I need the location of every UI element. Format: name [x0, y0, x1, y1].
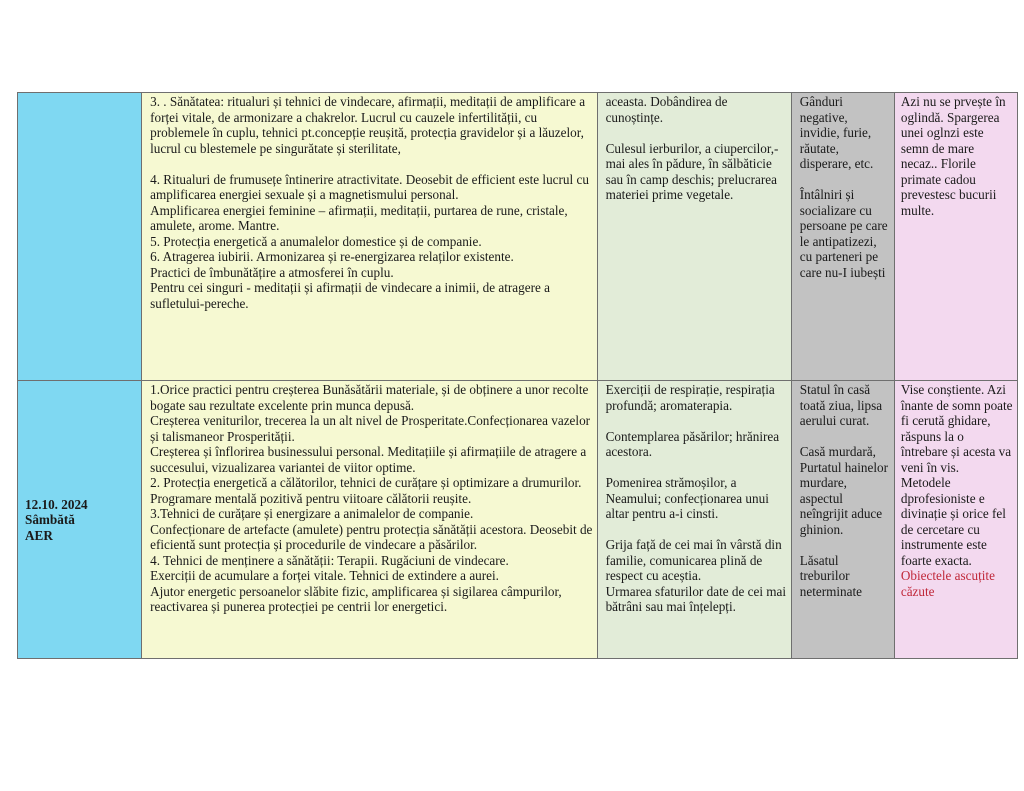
suggestion-paragraph: aceasta. Dobândirea de cunoștințe.: [605, 94, 728, 125]
paragraph-gap: [800, 429, 890, 445]
sign-paragraph: Azi nu se prvește în oglindă. Spargerea unei oglnzi este semn de mare necaz.. Florile primate cadou prevestesc bucurii multe.: [900, 94, 1006, 218]
activity-paragraph: Exerciții de acumulare a forței vitale. Tehnici de extindere a aurei.: [150, 568, 499, 583]
paragraph-gap: [606, 413, 787, 429]
activity-paragraph: 3.Tehnici de curățare și energizare a animalelor de companie.: [150, 506, 474, 521]
suggestions-cell: [597, 381, 791, 659]
suggestion-paragraph: Exerciții de respirație, respirația profundă; aromaterapia.: [605, 382, 775, 413]
activities-cell: [142, 93, 597, 381]
day-cell: [18, 93, 142, 381]
negative-paragraph: Lăsatul treburilor neterminate: [799, 552, 862, 599]
paragraph-gap: [800, 172, 890, 188]
signs-cell: [894, 381, 1017, 659]
activity-paragraph: Ajutor energetic persoanelor slăbite fizic, amplificarea și sigilarea câmpurilor, reactivarea și punerea protecției pe centrii lor energetici.: [150, 583, 562, 614]
suggestion-paragraph: Pomenirea strămoșilor, a Neamului; confecționarea unui altar pentru a-i cinsti.: [605, 475, 769, 521]
sign-paragraph: Metodele dprofesioniste e divinație și orice fel de cercetare cu instrumente este foarte exacta.: [900, 475, 1006, 568]
activity-paragraph: Amplificarea energiei feminine – afirmații, meditații, purtarea de rune, cristale, amulete, arome. Mantre.: [150, 202, 568, 233]
activity-paragraph: 6. Atragerea iubirii. Armonizarea și re-energizarea relaților existente.: [150, 249, 514, 264]
negative-paragraph: Întâlniri și socializare cu persoane pe care le antipatizezi, cu parteneri pe care nu-I iubești: [799, 187, 888, 280]
day-cell: [18, 381, 142, 659]
signs-cell: [894, 93, 1017, 381]
activity-paragraph: 3. . Sănătatea: ritualuri și tehnici de vindecare, afirmații, meditații de amplificare a forței vitale, de armonizare a chakrelor. Lucrul cu cauzele infertilității, cu problemele în cuplu, tehnici pt.concepție reușită, protecția gravidelor și a lăuzelor, lucrul cu blestemele pe singurătate și sterilitate,: [150, 94, 586, 156]
suggestion-paragraph: Contemplarea păsărilor; hrănirea acestora.: [605, 428, 780, 459]
paragraph-gap: [606, 125, 787, 141]
negative-cell: [791, 381, 894, 659]
paragraph-gap: [800, 537, 890, 553]
paragraph-gap: [606, 460, 787, 476]
activity-paragraph: Confecționare de artefacte (amulete) pentru protecția sănătății acestora. Deosebit de eficientă sunt protecția și procedurile de vindecare a păsărilor.: [150, 521, 593, 552]
negative-paragraph: Casă murdară, Purtatul hainelor murdare, aspectul neîngrijit aduce ghinion.: [799, 444, 889, 537]
activity-paragraph: 1.Orice practici pentru creșterea Bunăsătării materiale, și de obținere a unor recolte bogate sau rezultate excelente prin munca depusă.: [150, 382, 589, 413]
day-element: AER: [25, 527, 53, 543]
suggestions-cell: [597, 93, 791, 381]
suggestion-paragraph: Grija față de cei mai în vârstă din familie, comunicarea plină de respect cu aceștia.: [605, 537, 782, 583]
negative-paragraph: Gânduri negative, invidie, furie, răutate, disperare, etc.: [799, 94, 874, 171]
activity-paragraph: Creșterea și înflorirea businessului personal. Meditațiile și afirmațiile de atragere a succesului, vizualizarea variantei de viitor optime.: [150, 444, 587, 475]
table-row: [18, 93, 1018, 381]
activity-paragraph: Pentru cei singuri - meditații și afirmații de vindecare a inimii, de atragere a sufletului-pereche.: [150, 280, 550, 311]
sign-paragraph: Vise conștiente. Azi înante de somn poate fi cerută ghidare, răspuns la o întrebare și acesta va veni în vis.: [900, 382, 1013, 475]
activity-paragraph: Practici de îmbunătățire a atmosferei în cuplu.: [150, 264, 394, 280]
activity-paragraph: 4. Tehnici de menținere a sănătății: Terapii. Rugăciuni de vindecare.: [150, 552, 509, 568]
suggestion-paragraph: Culesul ierburilor, a ciupercilor,- mai ales în pădure, în sălbăticie sau în camp deschis; prelucrarea materiei prime vegetale.: [605, 140, 779, 202]
activities-cell: [142, 381, 597, 659]
calendar-table: [17, 92, 1018, 659]
negative-cell: [791, 93, 894, 381]
activity-paragraph: Creșterea veniturilor, trecerea la un alt nivel de Prosperitate.Confecționarea vazelor și talismaneor Prosperității.: [150, 413, 591, 444]
activity-paragraph: 5. Protecția energetică a anumalelor domestice și de companie.: [150, 233, 482, 249]
activity-paragraph: 4. Ritualuri de frumusețe întinerire atractivitate. Deosebit de efficient este lucrul cu amplificarea energiei sexuale și a magnetismului personal.: [150, 171, 589, 202]
paragraph-gap: [150, 156, 592, 172]
day-date: 12.10. 2024: [25, 496, 88, 512]
paragraph-gap: [606, 522, 787, 538]
sign-warning-text: Obiectele ascuțite căzute: [900, 568, 995, 599]
day-weekday: Sâmbătă: [25, 512, 75, 528]
negative-paragraph: Statul în casă toată ziua, lipsa aerului curat.: [799, 382, 883, 428]
activity-paragraph: 2. Protecția energetică a călătorilor, tehnici de curățare și optimizare a drumurilor. Programare mentală pozitivă pentru viitoare călătorii reușite.: [150, 475, 582, 506]
suggestion-paragraph: Urmarea sfaturilor date de cei mai bătrâni sau mai înțelepți.: [605, 583, 787, 614]
table-row: [18, 381, 1018, 659]
